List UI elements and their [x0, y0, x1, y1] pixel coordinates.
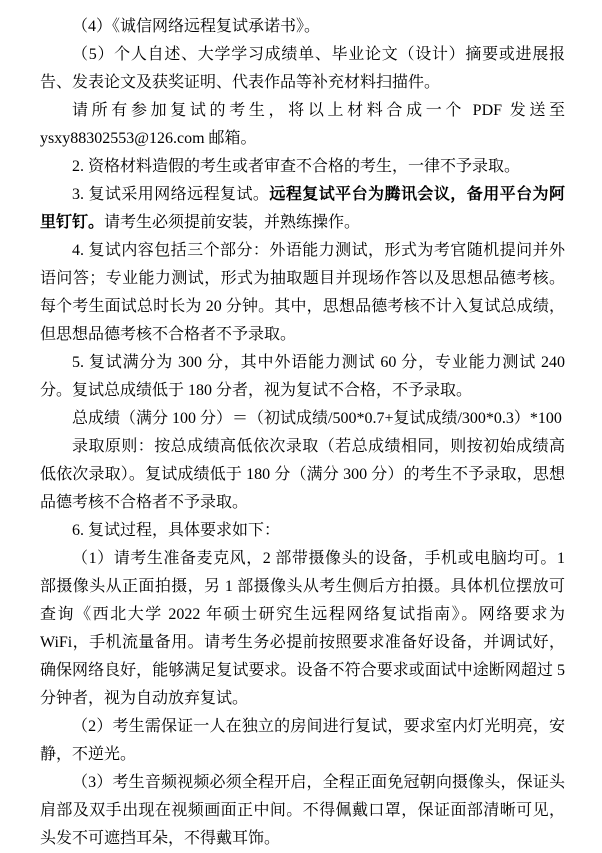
- text-run: 总成绩（满分 100 分）＝（初试成绩/500*0.7+复试成绩/300*0.3）*100: [72, 410, 562, 427]
- paragraph: [40, 237, 565, 349]
- paragraph: [40, 545, 565, 713]
- text-run: 4. 复试内容包括三个部分：外语能力测试，形式为考官随机提问并外语问答；专业能力测试，形式为抽取题目并现场作答以及思想品德考核。每个考生面试总时长为 20 分钟。其中，思想品德考核不计入复试总成绩，但思想品德考核不合格者不予录取。: [40, 242, 565, 343]
- paragraph: [40, 153, 565, 181]
- paragraph: [40, 181, 565, 237]
- paragraph: [40, 349, 565, 405]
- text-run: 3. 复试采用网络远程复试。: [72, 186, 270, 203]
- text-run: （1）请考生准备麦克风，2 部带摄像头的设备，手机或电脑均可。1 部摄像头从正面拍摄，另 1 部摄像头从考生侧后方拍摄。具体机位摆放可查询《西北大学 2022 年硕士研究生远程网络复试指南》。网络要求为 WiFi，手机流量备用。请考生务必提前按照要求准备好设备，并调试好，确保网络良好，能够满足复试要求。设备不符合要求或面试中途断网超过 5 分钟者，视为自动放弃复试。: [40, 550, 565, 707]
- text-run: （2）考生需保证一人在独立的房间进行复试，要求室内灯光明亮，安静，不逆光。: [40, 718, 565, 763]
- text-run: （3）考生音频视频必须全程开启，全程正面免冠朝向摄像头，保证头肩部及双手出现在视频画面正中间。不得佩戴口罩，保证面部清晰可见，头发不可遮挡耳朵，不得戴耳饰。: [40, 774, 565, 847]
- text-run: 请所有参加复试的考生，将以上材料合成一个 PDF 发送至 ysxy88302553@126.com 邮箱。: [40, 102, 565, 147]
- document-body: [40, 13, 565, 853]
- paragraph: [40, 713, 565, 769]
- text-run: 5. 复试满分为 300 分，其中外语能力测试 60 分，专业能力测试 240 分。复试总成绩低于 180 分者，视为复试不合格，不予录取。: [40, 354, 565, 399]
- text-run: 录取原则：按总成绩高低依次录取（若总成绩相同，则按初始成绩高低依次录取）。复试成绩低于 180 分（满分 300 分）的考生不予录取，思想品德考核不合格者不予录取。: [40, 438, 565, 511]
- text-run: （5）个人自述、大学学习成绩单、毕业论文（设计）摘要或进展报告、发表论文及获奖证明、代表作品等补充材料扫描件。: [40, 46, 565, 91]
- text-run: 请考生必须提前安装，并熟练操作。: [104, 214, 361, 231]
- paragraph: [40, 97, 565, 153]
- text-run: 6. 复试过程，具体要求如下：: [72, 522, 281, 539]
- paragraph: [40, 769, 565, 853]
- text-run: 2. 资格材料造假的考生或者审查不合格的考生，一律不予录取。: [72, 158, 521, 175]
- paragraph: [40, 433, 565, 517]
- bold-text-run: 远程复试平台为腾讯会议，备用平台为阿里钉钉。: [40, 186, 565, 231]
- paragraph: [40, 517, 565, 545]
- paragraph: [40, 13, 565, 41]
- text-run: （4）《诚信网络远程复试承诺书》。: [72, 18, 321, 35]
- paragraph: [40, 41, 565, 97]
- paragraph: [40, 405, 565, 433]
